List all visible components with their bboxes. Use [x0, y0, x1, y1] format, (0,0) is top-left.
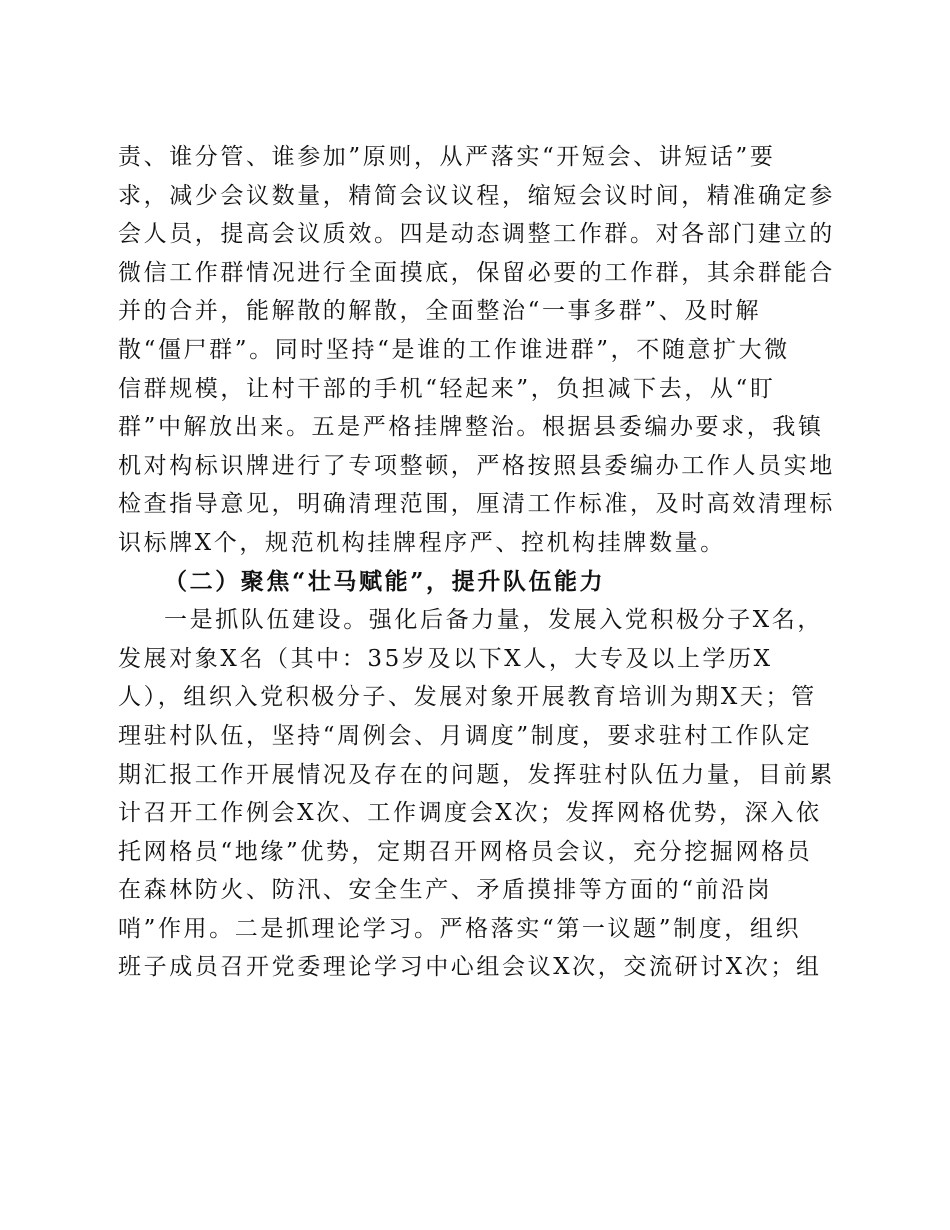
body-line: 会人员，提高会议质效。四是动态调整工作群。对各部门建立的 [118, 221, 835, 248]
body-line: 班子成员召开党委理论学习中心组会议X次，交流研讨X次；组 [118, 954, 822, 981]
body-line: 并的合并，能解散的解散，全面整治“一事多群”、及时解 [118, 298, 762, 325]
body-line: 识标牌X个，规范机构挂牌程序严、控机构挂牌数量。 [118, 529, 726, 556]
body-line: 信群规模，让村干部的手机“轻起来”，负担减下去，从“盯 [118, 375, 776, 402]
body-line: 责、谁分管、谁参加”原则，从严落实“开短会、讲短话”要 [118, 144, 776, 170]
body-line: 微信工作群情况进行全面摸底，保留必要的工作群，其余群能合 [118, 259, 835, 286]
paragraph-first-line: 一是抓队伍建设。强化后备力量，发展入党积极分子X名， [164, 607, 823, 634]
section-heading: （二）聚焦“壮马赋能”，提升队伍能力 [164, 567, 606, 595]
body-line: 计召开工作例会X次、工作调度会X次；发挥网格优势，深入依 [118, 800, 822, 827]
document-body [118, 138, 835, 987]
body-line: 哨”作用。二是抓理论学习。严格落实“第一议题”制度，组织 [118, 915, 802, 942]
body-line: 在森林防火、防汛、安全生产、矛盾摸排等方面的“前沿岗 [118, 877, 773, 904]
body-line: 理驻村队伍，坚持“周例会、月调度”制度，要求驻村工作队定 [118, 722, 813, 749]
body-line: 求，减少会议数量，精简会议议程，缩短会议时间，精准确定参 [118, 182, 835, 209]
body-line: 发展对象X名（其中：35岁及以下X人，大专及以上学历X [118, 645, 773, 672]
body-line: 人），组织入党积极分子、发展对象开展教育培训为期X天；管 [118, 684, 817, 711]
body-line: 机对构标识牌进行了专项整顿，严格按照县委编办工作人员实地 [118, 452, 835, 479]
body-line: 群”中解放出来。五是严格挂牌整治。根据县委编办要求，我镇 [118, 414, 824, 441]
body-line: 期汇报工作开展情况及存在的问题，发挥驻村队伍力量，目前累 [118, 761, 835, 788]
body-line: 检查指导意见，明确清理范围，厘清工作标准，及时高效清理标 [118, 491, 835, 518]
body-line: 托网格员“地缘”优势，定期召开网格员会议，充分挖掘网格员 [118, 838, 813, 865]
body-line: 散“僵尸群”。同时坚持“是谁的工作谁进群”，不随意扩大微 [118, 336, 790, 363]
